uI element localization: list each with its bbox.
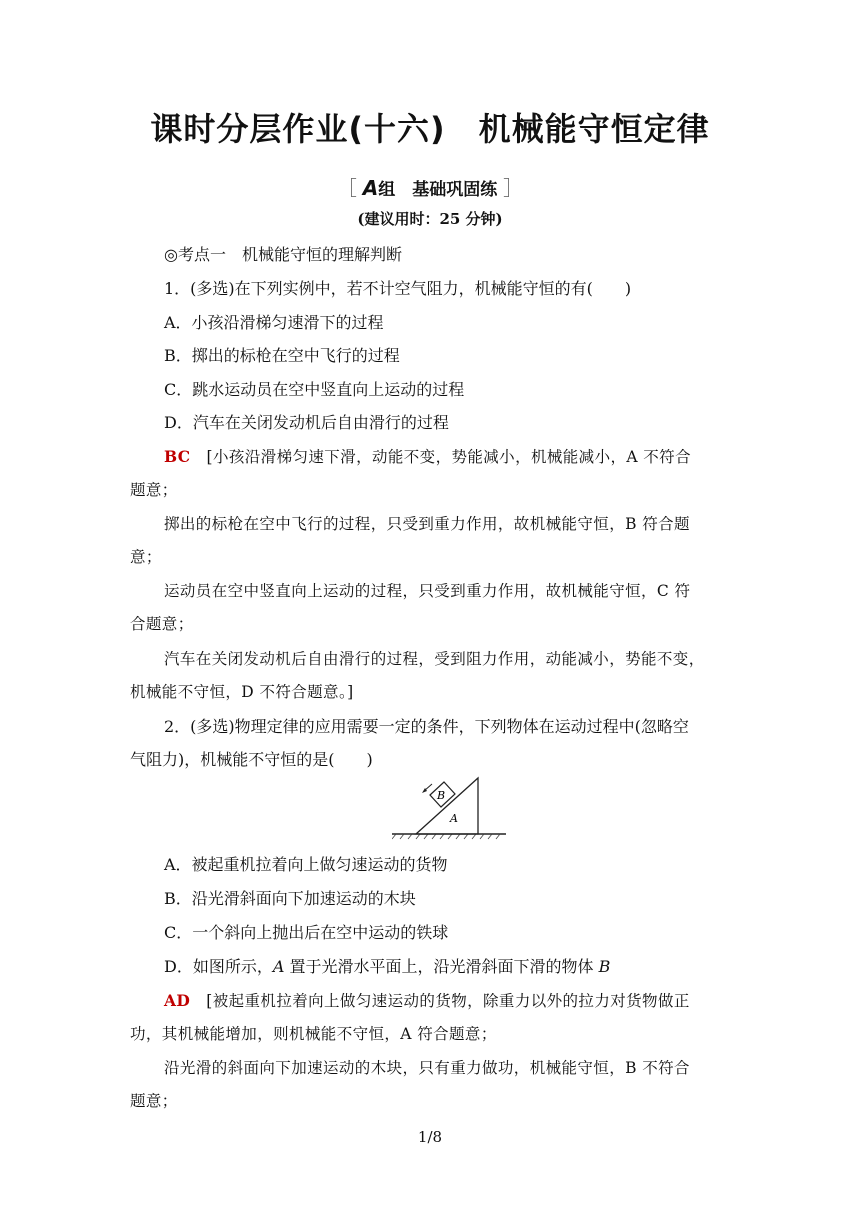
q1-explanation-line: 意； [130, 548, 162, 566]
q1-stem: 1．(多选)在下列实例中，若不计空气阻力，机械能守恒的有( ) [164, 279, 632, 298]
q2-d-b: B [598, 957, 611, 976]
right-bracket: ］ [503, 176, 524, 200]
q1-explanation-line: 合题意； [130, 615, 194, 633]
q1-explanation-line: 汽车在关闭发动机后自由滑行的过程，受到阻力作用，动能减小，势能不变， [164, 650, 705, 668]
q1-explanation-line: 掷出的标枪在空中飞行的过程，只受到重力作用，故机械能守恒，B 符合题 [164, 515, 690, 533]
q1-option-b: B．掷出的标枪在空中飞行的过程 [164, 346, 400, 365]
q2-explanation-line: 沿光滑的斜面向下加速运动的木块，只有重力做功，机械能守恒，B 不符合 [164, 1059, 690, 1077]
q2-d-prefix: D．如图所示， [164, 957, 273, 976]
q1-option-d: D．汽车在关闭发动机后自由滑行的过程 [164, 413, 449, 432]
q1-explanation-line: 机械能不守恒，D 不符合题意。] [130, 683, 354, 701]
q1-answer: BC [164, 447, 191, 466]
wedge-label: A [450, 812, 458, 825]
q2-d-mid: 置于光滑水平面上，沿光滑斜面下滑的物体 [284, 957, 599, 976]
q2-option-a: A．被起重机拉着向上做匀速运动的货物 [164, 855, 448, 874]
left-bracket: ［ [336, 176, 357, 200]
q2-stem-cont: 气阻力)，机械能不守恒的是( ) [130, 750, 373, 769]
block-label: B [437, 789, 446, 802]
group-heading [0, 172, 860, 201]
q1-explanation-line [164, 445, 691, 467]
q1-option-c: C．跳水运动员在空中竖直向上运动的过程 [164, 380, 465, 399]
q1-option-a: A．小孩沿滑梯匀速滑下的过程 [164, 313, 384, 332]
q2-stem: 2．(多选)物理定律的应用需要一定的条件，下列物体在运动过程中(忽略空 [164, 717, 689, 736]
page-title: 课时分层作业(十六) 机械能守恒定律 [150, 110, 710, 148]
q2-explanation-line [164, 989, 690, 1011]
group-label: 组 基础巩固练 [378, 180, 498, 200]
page-number: 1/8 [417, 1128, 443, 1146]
group-letter: A [362, 176, 379, 200]
q1-expl-text: [小孩沿滑梯匀速下滑，动能不变，势能减小，机械能减小，A 不符合 [206, 448, 691, 466]
q1-explanation-line: 题意； [130, 481, 178, 499]
time-note: (建议用时：25 分钟) [357, 210, 503, 228]
q2-option-b: B．沿光滑斜面向下加速运动的木块 [164, 889, 416, 908]
q2-answer: AD [164, 991, 191, 1010]
q2-explanation-line: 功，其机械能增加，则机械能不守恒，A 符合题意； [130, 1025, 497, 1043]
q2-option-d [164, 954, 610, 977]
wedge-a [416, 778, 478, 834]
q2-expl-text: [被起重机拉着向上做匀速运动的货物，除重力以外的拉力对货物做正 [206, 992, 690, 1010]
q2-option-c: C．一个斜向上抛出后在空中运动的铁球 [164, 923, 449, 942]
section-heading: ◎考点一 机械能守恒的理解判断 [164, 245, 402, 264]
q2-d-a: A [272, 957, 285, 976]
q1-explanation-line: 运动员在空中竖直向上运动的过程，只受到重力作用，故机械能守恒，C 符 [164, 582, 691, 600]
q2-explanation-line: 题意； [130, 1092, 178, 1110]
incline-figure [392, 772, 512, 842]
